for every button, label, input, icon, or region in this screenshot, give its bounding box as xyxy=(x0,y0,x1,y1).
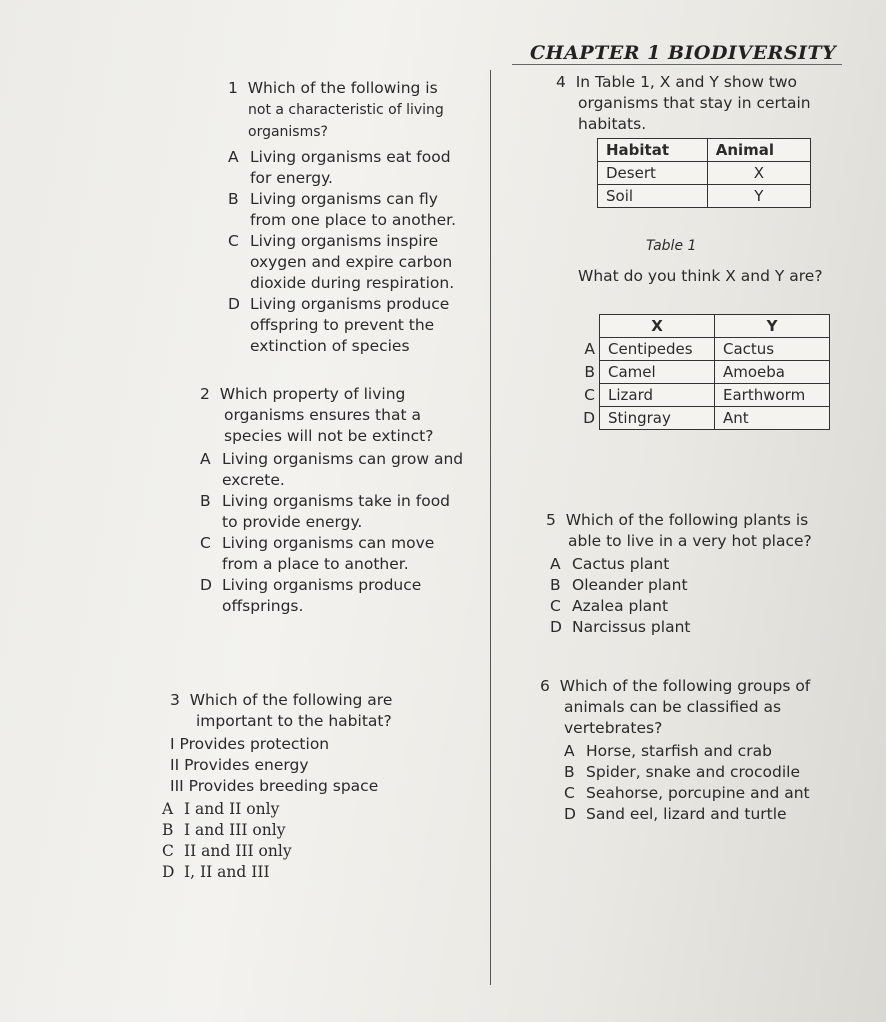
answer-table xyxy=(565,314,830,430)
answer-row-c[interactable]: C Lizard Earthworm xyxy=(565,384,830,407)
question-3 xyxy=(162,690,460,883)
question-number: 6 xyxy=(540,677,550,695)
option-a[interactable]: A Living organisms eat food for energy. xyxy=(228,148,451,187)
answer-table-wrapper xyxy=(565,314,830,430)
question-4-prompt: What do you think X and Y are? xyxy=(578,267,823,285)
option-d[interactable]: D Narcissus plant xyxy=(550,618,691,636)
table-row: Soil Y xyxy=(598,185,811,208)
statement-3: III Provides breeding space xyxy=(170,777,379,795)
option-b[interactable]: B Living organisms can fly from one place to another. xyxy=(228,190,457,229)
option-b[interactable]: B I and III only xyxy=(162,821,286,839)
stem-text: Which of the following groups of animals can be classified as vertebrates? xyxy=(559,677,811,737)
stem-text: Which of the following plants is able to live in a very hot place? xyxy=(565,511,812,550)
option-d[interactable]: D Living organisms produce offspring to prevent the extinction of species xyxy=(228,295,450,355)
question-6-stem xyxy=(540,676,832,739)
option-a[interactable]: A Cactus plant xyxy=(550,555,670,573)
table-header: X xyxy=(600,315,715,338)
table-row: Desert X xyxy=(598,162,811,185)
question-1 xyxy=(228,78,473,357)
question-4 xyxy=(556,72,826,135)
option-d[interactable]: D I, II and III xyxy=(162,863,270,881)
statement-1: I Provides protection xyxy=(170,735,330,753)
option-c[interactable]: C Living organisms can move from a place to another. xyxy=(200,534,435,573)
option-a[interactable]: A Living organisms can grow and excrete. xyxy=(200,450,464,489)
option-b[interactable]: B Spider, snake and crocodile xyxy=(564,763,800,781)
option-a[interactable]: A I and II only xyxy=(162,800,280,818)
option-d[interactable]: D Sand eel, lizard and turtle xyxy=(564,805,787,823)
stem-text: In Table 1, X and Y show two organisms that stay in certain habitats. xyxy=(575,73,811,133)
option-c[interactable]: C Seahorse, porcupine and ant xyxy=(564,784,810,802)
table-header: Animal xyxy=(707,139,810,162)
stem-text: Which property of living organisms ensures that a species will not be extinct? xyxy=(219,385,434,445)
habitat-table xyxy=(597,138,811,208)
option-a[interactable]: A Horse, starfish and crab xyxy=(564,742,772,760)
table-caption: Table 1 xyxy=(646,238,697,254)
stem-text: Which of the following are important to the habitat? xyxy=(189,691,393,730)
option-c[interactable]: C II and III only xyxy=(162,842,292,860)
question-5 xyxy=(546,510,832,638)
question-number: 3 xyxy=(170,691,180,709)
statement-2: II Provides energy xyxy=(170,756,309,774)
answer-row-b[interactable]: B Camel Amoeba xyxy=(565,361,830,384)
chapter-title: CHAPTER 1 BIODIVERSITY xyxy=(530,42,837,64)
option-b[interactable]: B Living organisms take in food to provide energy. xyxy=(200,492,451,531)
question-number: 5 xyxy=(546,511,556,529)
question-4-stem xyxy=(556,72,826,135)
stem-line: Which of the following is xyxy=(247,79,438,97)
table-header: Y xyxy=(715,315,830,338)
title-underline xyxy=(512,64,842,65)
table-header: Habitat xyxy=(598,139,708,162)
option-b[interactable]: B Oleander plant xyxy=(550,576,688,594)
stem-line: not a characteristic of living xyxy=(248,102,444,118)
question-2-stem xyxy=(200,384,470,447)
question-1-stem xyxy=(228,78,473,143)
question-number: 4 xyxy=(556,73,566,91)
option-c[interactable]: C Azalea plant xyxy=(550,597,669,615)
answer-row-d[interactable]: D Stingray Ant xyxy=(565,407,830,430)
question-3-stem xyxy=(170,690,460,732)
option-d[interactable]: D Living organisms produce offsprings. xyxy=(200,576,422,615)
question-6 xyxy=(540,676,832,825)
column-divider xyxy=(490,70,491,985)
question-5-stem xyxy=(546,510,832,552)
question-number: 2 xyxy=(200,385,210,403)
question-2 xyxy=(200,384,470,617)
stem-line: organisms? xyxy=(248,124,328,140)
option-c[interactable]: C Living organisms inspire oxygen and expire carbon dioxide during respiration. xyxy=(228,232,455,292)
answer-row-a[interactable]: A Centipedes Cactus xyxy=(565,338,830,361)
question-number: 1 xyxy=(228,79,238,97)
